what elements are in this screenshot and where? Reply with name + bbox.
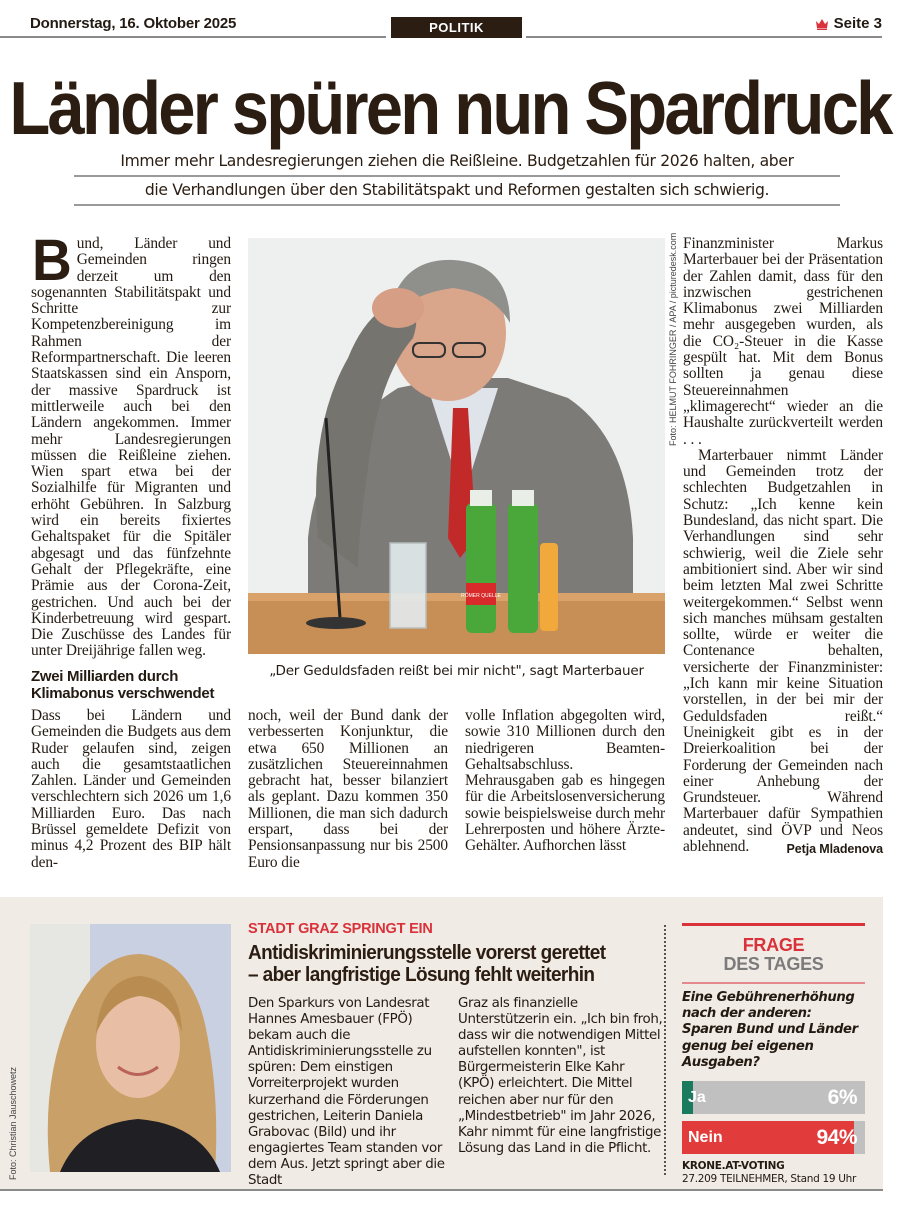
poll-rule-bottom — [682, 982, 865, 984]
sidebar-column-2: Graz als finanzielle Unterstützerin ein. „Ich bin froh, dass wir die notwendigen Mittel aufstellen konnten", ist Bürgermeisterin Elke Kahr (KPÖ) erleichtert. Die Mittel reichen aber nur für den „Mindestbetrieb" im Jahr 2026, Kahr nimmt für eine langfristige Lösung das Land in die Pflicht. — [458, 996, 663, 1156]
dotted-divider — [664, 925, 666, 1175]
sidebar-title-line: Antidiskriminierungsstelle vorerst gerettet — [248, 942, 606, 965]
article-paragraph: Finanzminister Markus Marterbauer bei der Präsentation der Zahlen damit, dass für den inzwischen gestrichenen Klimabonus zwei Milliarden mehr ausgegeben wurden, als die CO₂-Steuer in die Kasse gespült hat. Mit dem Bonus sollten ja genau diese Steuereinnahmen „klimagerecht“ wieder an die Haushalte zurückverteilt werden . . . — [683, 235, 883, 448]
sidebar-title — [248, 942, 668, 986]
subheadline — [74, 148, 840, 206]
page-number — [815, 15, 882, 32]
poll-option-label: Nein — [688, 1129, 723, 1147]
photo-credit-text: Foto: HELMUT FOHRINGER / APA / picturedesk.com — [668, 232, 678, 446]
sidebar-photo-credit-text: Foto: Christian Jauschowetz — [8, 1066, 18, 1180]
article-subtitle: Zwei Milliarden durch Klimabonus verschwendet — [31, 667, 215, 702]
poll-rule-top — [682, 923, 865, 926]
page-header — [0, 0, 900, 40]
article-paragraph: Dass bei Ländern und Gemeinden die Budgets aus dem Ruder gelaufen sind, zeigen auch die gesamtstaatlichen Zahlen. Länder und Gemeinden verschlechtern sich 2026 um 1,6 Milliarden Euro. Das nach Brüssel gemeldete Defizit von minus 4,2 Prozent des BIP hält den- — [31, 707, 231, 871]
minister-photo-illustration — [248, 238, 665, 654]
article-paragraph: noch, weil der Bund dank der verbesserten Konjunktur, die etwa 650 Millionen an zusätzlichen Steuereinnahmen gebracht hat, besser bilanziert als geplant. Dazu kommen 350 Millionen, die man sich dadurch erspart, dass bei der Pensionsanpassung nur bis 2500 Euro die — [248, 707, 448, 871]
bottle-label: RÖMER QUELLE — [461, 593, 501, 599]
article-column-1 — [31, 228, 231, 706]
poll-title-bottom: DES TAGES — [723, 954, 824, 974]
poll-source-title: KRONE.AT-VOTING — [682, 1160, 785, 1173]
issue-date: Donnerstag, 16. Oktober 2025 — [30, 15, 237, 32]
poll-title-top: FRAGE — [742, 935, 805, 955]
portrait-photo-illustration — [30, 924, 231, 1172]
subhead-line: die Verhandlungen über den Stabilitätspakt und Reformen gestalten sich schwierig. — [74, 177, 840, 206]
article-paragraph-text: Marterbauer nimmt Länder und Gemeinden trotz der schlechten Budgetzahlen in Schutz: „Ich kenne kein Bundesland, das nicht spart. Die Verhandlungen sind sehr schwierig, weil die Ziele sehr ambitioniert sind. Aber wir sind beim letzten Mal zwei Schritte weitergekommen.“ Selbst wenn sich manches mühsam gestalten sollte, würde er weiter die Contenance behalten, versicherte der Finanzminister: „Ich kann mir keine Situation vorstellen, in der bei mir der Geduldsfaden reißt.“ Uneinigkeit gibt es in der Dreierkoalition bei der Forderung der Gemeinden nach einer Anhebung der Grundsteuer. Während Marterbauer dafür Sympathien andeutet, sind ÖVP und Neos ablehnend. — [683, 446, 883, 855]
article-paragraph: und, Länder und Gemeinden ringen derzeit um den sogenannten Stabilitätspakt und Schritte zur Kompetenzbereinigung im Rahmen der Reformpartnerschaft. Die leeren Staatskassen sind ein Ansporn, der massive Spardruck ist mittlerweile auch bei den Ländern angekommen. Immer mehr Landesregierungen müssen die Reißleine ziehen. Wien spart etwa bei der Sozialhilfe für Migranten und erhöht Gebühren. In Salzburg wird ein bereits fixiertes Gehaltspaket für die Spitäler abgesagt und das fünfzehnte Gehalt der Pflegekräfte, eine Prämie aus der Corona-Zeit, gestrichen. Und auch bei der Kinderbetreuung wird gespart. Die Zuschüsse des Landes für unter Dreijährige fallen weg. — [31, 235, 231, 660]
poll-option-ja[interactable] — [682, 1081, 865, 1114]
article-column-4 — [683, 236, 883, 857]
article-paragraph: volle Inflation abgegolten wird, sowie 310 Millionen durch den niedrigeren Beamten-Gehaltsabschluss. — [465, 707, 665, 773]
article-column-3 — [465, 708, 665, 855]
article-column-1-lower — [31, 708, 231, 871]
sidebar-photo-credit — [8, 1000, 22, 1180]
page-label: Seite 3 — [833, 15, 882, 32]
drop-cap: B — [32, 228, 72, 293]
poll-option-nein[interactable] — [682, 1121, 865, 1154]
poll-widget — [682, 923, 865, 1185]
article-paragraph — [683, 448, 883, 855]
article-column-2 — [248, 708, 448, 871]
author-byline: Petja Mladenova — [786, 841, 883, 856]
poll-source-detail: 27.209 TEILNEHMER, Stand 19 Uhr — [682, 1172, 857, 1185]
sidebar-story-photo — [30, 924, 231, 1172]
sidebar-title-line: – aber langfristige Lösung fehlt weiterhin — [248, 964, 595, 987]
subhead-line: Immer mehr Landesregierungen ziehen die Reißleine. Budgetzahlen für 2026 halten, aber — [74, 148, 840, 177]
article-photo — [248, 238, 665, 654]
poll-source — [682, 1160, 865, 1185]
photo-credit — [668, 232, 682, 446]
poll-question: Eine Gebührenerhöhung nach der anderen: Sparen Bund und Länder genug bei eigenen Ausgaben? — [682, 990, 858, 1070]
crown-icon — [815, 18, 829, 30]
article-paragraph: Mehrausgaben gab es hingegen für die Arbeitslosenversicherung sowie beispielsweise durch mehr Lehrerposten und höhere Ärzte-Gehälter. Aufhorchen lässt — [465, 772, 665, 855]
header-rule-left — [0, 36, 386, 38]
poll-option-label: Ja — [688, 1089, 706, 1107]
header-rule-right — [526, 36, 882, 38]
section-badge: POLITIK — [391, 17, 522, 38]
sidebar-kicker: STADT GRAZ SPRINGT EIN — [248, 921, 433, 937]
photo-caption: „Der Geduldsfaden reißt bei mir nicht", sagt Marterbauer — [269, 663, 644, 679]
headline: Länder spüren nun Spardruck — [9, 66, 891, 151]
poll-option-percent: 6% — [827, 1086, 857, 1110]
poll-option-percent: 94% — [816, 1126, 857, 1150]
sidebar-column-1: Den Sparkurs von Landesrat Hannes Amesbauer (FPÖ) bekam auch die Antidiskriminierungsstelle zu spüren: Dem einstigen Vorreiterprojekt wurden kurzerhand die Förderungen gestrichen, Leiterin Daniela Grabovac (Bild) und ihr engagiertes Team standen vor dem Aus. Jetzt springt aber die Stadt — [248, 996, 445, 1189]
